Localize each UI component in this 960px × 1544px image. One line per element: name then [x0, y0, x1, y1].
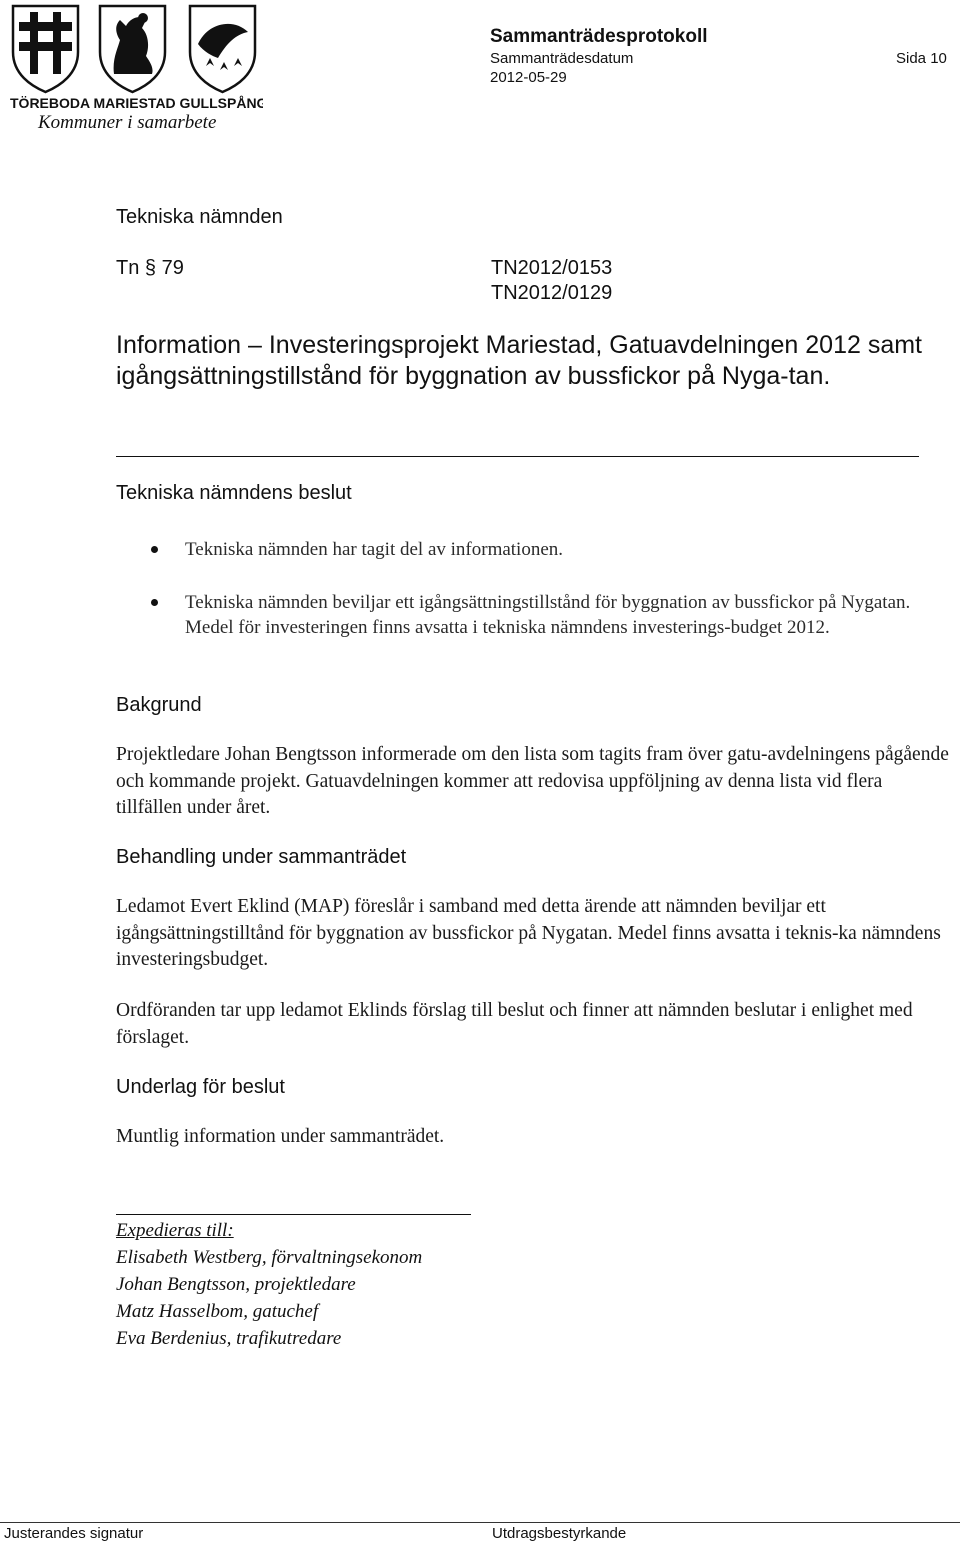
item-title: Information – Investeringsprojekt Mariestad, Gatuavdelningen 2012 samt igångsättningstillstånd för byggnation av bussfickor på Nyga-tan. — [116, 331, 923, 390]
decision-heading: Tekniska nämndens beslut — [116, 482, 352, 504]
basis-text: Muntlig information under sammanträdet. — [116, 1126, 445, 1147]
meeting-date-label: Sammanträdesdatum — [490, 50, 634, 67]
mariestad-shield-icon — [100, 6, 165, 92]
page-number: Sida 10 — [896, 50, 947, 67]
coats-of-arms-icon — [8, 4, 263, 132]
distribution-recipient: Elisabeth Westberg, förvaltningsekonom — [116, 1247, 423, 1268]
handling-paragraph: Ordföranden tar upp ledamot Eklinds förslag till beslut och finner att nämnden beslutar i enlighet med förslaget. — [116, 1000, 913, 1048]
signature-label: Justerandes signatur — [4, 1525, 144, 1542]
toreboda-shield-icon — [13, 6, 78, 92]
decision-item: Tekniska nämnden har tagit del av informationen. — [151, 537, 941, 562]
decision-list — [151, 537, 941, 640]
logo-municipalities: TÖREBODA MARIESTAD GULLSPÅNG — [10, 95, 263, 111]
distribution-label: Expedieras till: — [116, 1220, 234, 1241]
distribution-recipient: Eva Berdenius, trafikutredare — [116, 1328, 342, 1349]
basis-heading: Underlag för beslut — [116, 1076, 285, 1098]
decision-item: Tekniska nämnden beviljar ett igångsättningstillstånd för byggnation av bussfickor på Nygatan. Medel för investeringen finns avsatta i tekniska nämndens investerings-budget 2012. — [151, 590, 941, 640]
diary-number: TN2012/0129 — [491, 282, 613, 304]
background-text: Projektledare Johan Bengtsson informerade om den lista som tagits fram över gatu-avdelningens pågående och kommande projekt. Gatuavdelningen kommer att redovisa uppföljning av denna lista vid flera tillfällen under året. — [116, 744, 949, 818]
handling-heading: Behandling under sammanträdet — [116, 846, 407, 868]
logo-tagline: Kommuner i samarbete — [38, 112, 217, 132]
meeting-date: 2012-05-29 — [490, 69, 567, 86]
divider — [116, 456, 919, 457]
case-number: Tn § 79 — [116, 257, 184, 279]
footer-divider — [0, 1522, 960, 1523]
document-title: Sammanträdesprotokoll — [490, 26, 708, 47]
diary-number: TN2012/0153 — [491, 257, 613, 279]
distribution-recipient: Matz Hasselbom, gatuchef — [116, 1301, 319, 1322]
extract-verification-label: Utdragsbestyrkande — [492, 1525, 627, 1542]
committee-name: Tekniska nämnden — [116, 206, 283, 228]
background-heading: Bakgrund — [116, 694, 202, 716]
municipality-logo — [8, 4, 263, 132]
handling-paragraph: Ledamot Evert Eklind (MAP) föreslår i samband med detta ärende att nämnden beviljar ett igångsättningstilltånd för byggnation av bussfickor på Nygatan. Medel finns avsatta i teknis-ka nämndens investeringsbudget. — [116, 896, 941, 970]
gullspang-shield-icon — [190, 6, 255, 92]
divider — [116, 1214, 471, 1215]
distribution-recipient: Johan Bengtsson, projektledare — [116, 1274, 356, 1295]
